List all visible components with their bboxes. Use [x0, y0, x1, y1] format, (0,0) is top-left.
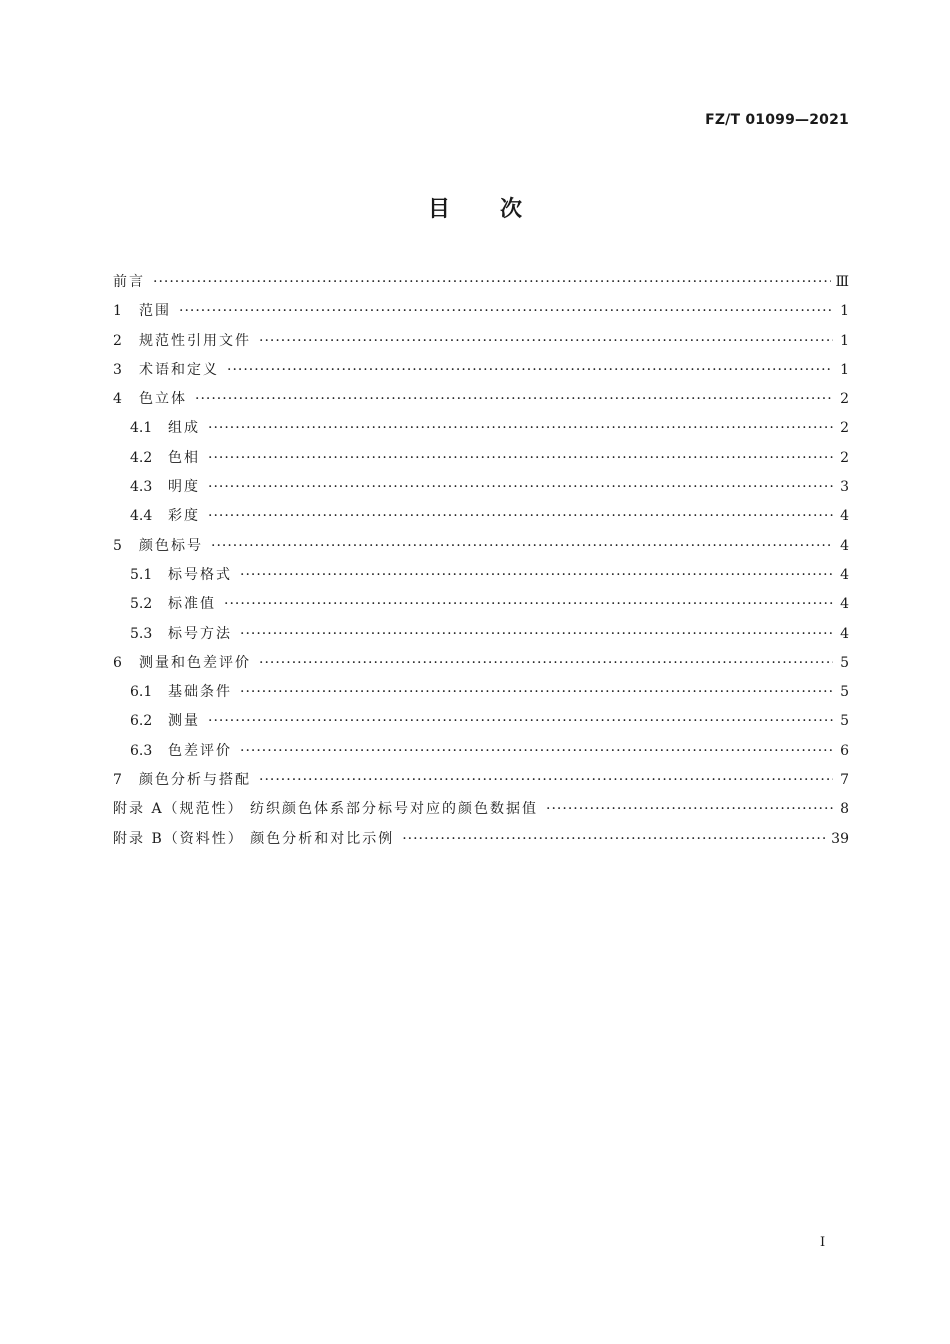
toc-leader-dots — [208, 414, 833, 443]
standard-code: FZ/T 01099—2021 — [705, 112, 849, 128]
toc-entry-number: 7 — [113, 772, 122, 789]
toc-entry-page: 4 — [840, 566, 849, 583]
toc-leader-dots — [240, 620, 833, 649]
toc-leader-dots — [240, 737, 833, 766]
toc-entry-page: 5 — [840, 684, 849, 701]
toc-entry-4-3[interactable] — [113, 473, 849, 502]
toc-leader-dots — [240, 561, 833, 590]
toc-entry-page: 5 — [840, 654, 849, 671]
toc-entry-1[interactable] — [113, 297, 849, 326]
toc-entry-label: 附录 B（资料性） 颜色分析和对比示例 — [113, 830, 395, 847]
toc-entry-label: 标号格式 — [168, 566, 232, 583]
toc-entry-page: 1 — [840, 361, 849, 378]
toc-entry-page: 6 — [840, 742, 849, 759]
toc-entry-page: 4 — [840, 508, 849, 525]
toc-entry-7[interactable] — [113, 766, 849, 795]
toc-entry-4[interactable] — [113, 385, 849, 414]
toc-entry-page: 1 — [840, 303, 849, 320]
toc-leader-dots — [546, 795, 833, 824]
toc-entry-4-1[interactable] — [113, 414, 849, 443]
toc-entry-label: 色差评价 — [168, 742, 232, 759]
toc-entry-label: 规范性引用文件 — [139, 332, 251, 349]
toc-entry-number: 4.2 — [130, 449, 153, 466]
toc-entry-number: 4.3 — [130, 479, 153, 496]
toc-entry-4-2[interactable] — [113, 444, 849, 473]
toc-leader-dots — [153, 268, 831, 297]
toc-entry-label: 组成 — [168, 420, 200, 437]
toc-entry-annex-b[interactable] — [113, 825, 849, 854]
toc-entry-6-1[interactable] — [113, 678, 849, 707]
toc-entry-label: 测量 — [168, 713, 200, 730]
toc-entry-page: 5 — [840, 713, 849, 730]
toc-entry-page: 2 — [840, 420, 849, 437]
toc-entry-2[interactable] — [113, 327, 849, 356]
toc-entry-3[interactable] — [113, 356, 849, 385]
toc-leader-dots — [259, 327, 833, 356]
toc-entry-5-2[interactable] — [113, 590, 849, 619]
footer-page-number: I — [820, 1235, 826, 1250]
toc-leader-dots — [208, 707, 833, 736]
toc-entry-label: 测量和色差评价 — [139, 654, 251, 671]
toc-entry-number: 6 — [113, 654, 122, 671]
toc-entry-label: 标准值 — [168, 596, 216, 613]
toc-entry-number: 3 — [113, 361, 122, 378]
toc-entry-6-3[interactable] — [113, 737, 849, 766]
toc-entry-number: 6.1 — [130, 684, 153, 701]
toc-entry-page: 8 — [840, 801, 849, 818]
toc-leader-dots — [402, 825, 827, 854]
toc-entry-foreword[interactable] — [113, 268, 849, 297]
toc-entry-page: 4 — [840, 596, 849, 613]
toc-entry-label: 色立体 — [139, 391, 187, 408]
table-of-contents — [113, 268, 849, 854]
toc-leader-dots — [227, 356, 833, 385]
toc-entry-label: 术语和定义 — [139, 361, 219, 378]
toc-entry-page: 2 — [840, 449, 849, 466]
toc-entry-5[interactable] — [113, 532, 849, 561]
toc-entry-page: 1 — [840, 332, 849, 349]
toc-entry-4-4[interactable] — [113, 502, 849, 531]
page-title: 目次 — [427, 197, 572, 222]
toc-entry-page: 39 — [831, 830, 849, 847]
toc-leader-dots — [259, 649, 833, 678]
toc-entry-number: 4 — [113, 391, 122, 408]
toc-entry-label: 附录 A（规范性） 纺织颜色体系部分标号对应的颜色数据值 — [113, 801, 539, 818]
toc-leader-dots — [211, 532, 833, 561]
toc-entry-label: 彩度 — [168, 508, 200, 525]
toc-entry-page: 2 — [840, 391, 849, 408]
toc-entry-number: 4.4 — [130, 508, 153, 525]
toc-leader-dots — [208, 502, 833, 531]
toc-entry-number: 1 — [113, 303, 122, 320]
toc-entry-number: 2 — [113, 332, 122, 349]
toc-leader-dots — [195, 385, 833, 414]
toc-entry-page: Ⅲ — [835, 274, 849, 290]
toc-entry-number: 6.3 — [130, 742, 153, 759]
toc-entry-page: 4 — [840, 625, 849, 642]
toc-entry-6[interactable] — [113, 649, 849, 678]
toc-leader-dots — [208, 473, 833, 502]
toc-entry-label: 范围 — [139, 303, 171, 320]
toc-entry-number: 5.3 — [130, 625, 153, 642]
toc-entry-label: 明度 — [168, 479, 200, 496]
toc-entry-label: 色相 — [168, 449, 200, 466]
toc-entry-number: 6.2 — [130, 713, 153, 730]
toc-entry-label: 颜色分析与搭配 — [139, 772, 251, 789]
toc-entry-5-1[interactable] — [113, 561, 849, 590]
toc-entry-label: 基础条件 — [168, 684, 232, 701]
toc-entry-page: 7 — [840, 772, 849, 789]
toc-entry-page: 4 — [840, 537, 849, 554]
toc-entry-number: 5.1 — [130, 566, 153, 583]
toc-entry-annex-a[interactable] — [113, 795, 849, 824]
toc-entry-6-2[interactable] — [113, 707, 849, 736]
toc-entry-page: 3 — [840, 479, 849, 496]
toc-leader-dots — [224, 590, 833, 619]
toc-entry-5-3[interactable] — [113, 620, 849, 649]
toc-entry-number: 5.2 — [130, 596, 153, 613]
toc-leader-dots — [208, 444, 833, 473]
toc-entry-label: 前言 — [113, 274, 145, 290]
toc-leader-dots — [259, 766, 833, 795]
toc-leader-dots — [240, 678, 833, 707]
toc-entry-label: 标号方法 — [168, 625, 232, 642]
toc-entry-number: 5 — [113, 537, 122, 554]
toc-entry-label: 颜色标号 — [139, 537, 203, 554]
toc-entry-number: 4.1 — [130, 420, 153, 437]
toc-leader-dots — [179, 297, 833, 326]
